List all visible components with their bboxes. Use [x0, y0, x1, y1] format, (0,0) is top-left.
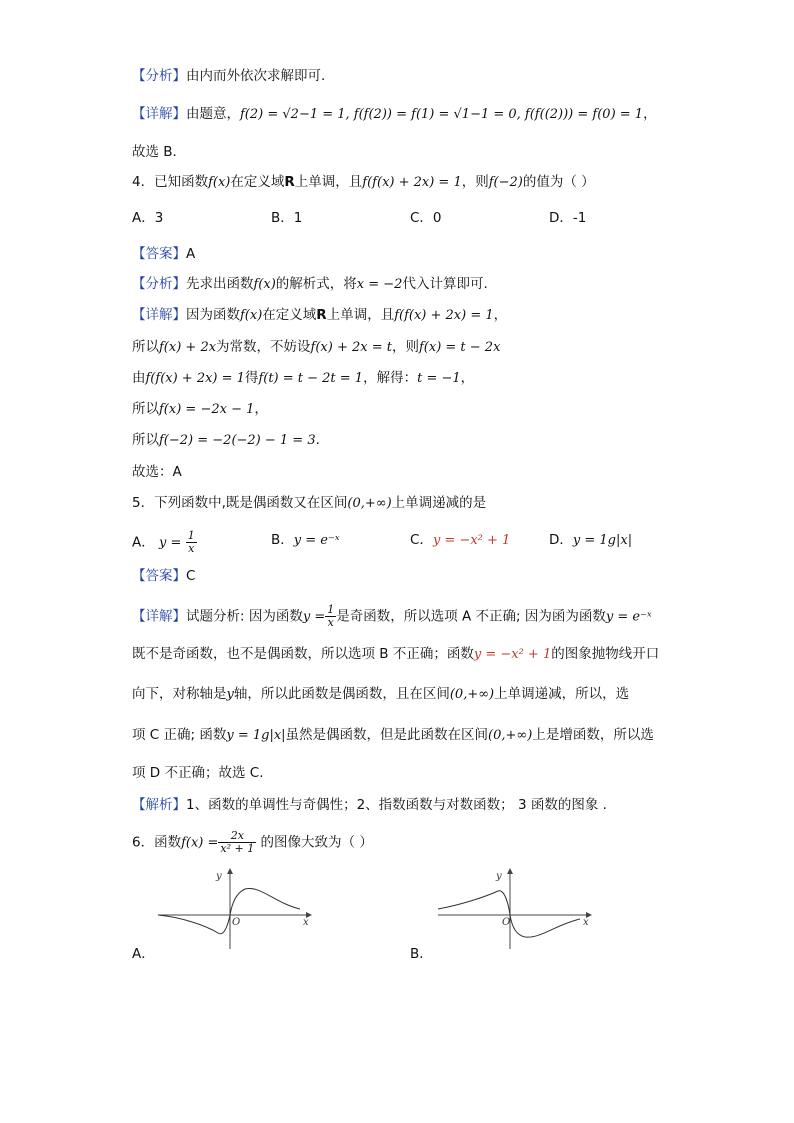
q5-opt-b-math: y = e⁻ˣ [293, 533, 340, 548]
q5-option-b [271, 530, 339, 551]
q4-stem-R: R [284, 174, 295, 190]
q4-stem-eq: f(f(x) + 2x) = 1 [362, 175, 462, 190]
q5-explanation-text: 1、函数的单调性与奇偶性；2、指数函数与对数函数； 3 函数的图象 . [186, 797, 607, 813]
q5-stem-interval: (0,+∞) [347, 496, 392, 511]
q4-option-a: A．3 [132, 210, 164, 226]
q6-stem-b: 的图像大致为（ ） [260, 834, 373, 851]
q5-p4-interval: (0,+∞) [488, 728, 533, 743]
analysis-text: 由内而外依次求解即可. [186, 68, 326, 84]
q4-d3-a: 由 [132, 370, 146, 386]
q5-option-a [132, 530, 197, 555]
q5-opt-b-label: B． [271, 532, 294, 548]
q5-p3-interval: (0,+∞) [449, 687, 495, 702]
graph-a-origin: O [232, 917, 241, 928]
q4-d1-eq: f(f(x) + 2x) = 1 [394, 308, 494, 323]
question-4-stem [132, 172, 595, 193]
q6-stem-num: 2x [218, 830, 256, 843]
graph-b-y-label: y [496, 871, 502, 882]
q5-p3-b: 轴，所以此函数是偶函数，且在区间 [233, 686, 450, 702]
q4-answer-value: A [186, 246, 196, 262]
graph-option-b [430, 865, 595, 953]
q5-p2-m: y = −x² + 1 [473, 647, 552, 662]
q5-detail-line-4 [132, 725, 654, 746]
q5-option-d [549, 530, 632, 551]
q4-d1-b: 在定义域 [262, 307, 317, 323]
q6-stem-f: f(x) = [181, 835, 219, 851]
q5-detail-tag: 【详解】 [132, 608, 186, 625]
question-6-stem [132, 830, 373, 855]
q5-answer-value: C [186, 568, 196, 584]
graph-a-y-arrow [227, 868, 233, 874]
graph-option-a [150, 865, 315, 953]
graph-a-x-label: x [303, 917, 309, 928]
q5-p1-y: y = [302, 609, 326, 625]
q4-analysis-c: 代入计算即可. [402, 276, 488, 292]
graph-b-origin: O [502, 917, 511, 928]
q4-analysis-b: 的解析式，将 [275, 276, 357, 292]
q5-p1-num: 1 [327, 603, 335, 616]
q5-answer-line [132, 566, 195, 586]
detail-math: f(2) = √2−1 = 1, f(f(2)) = f(1) = √1−1 = 0, f(f((2))) = f(0) = 1 [240, 107, 644, 122]
q4-option-c: C．0 [410, 210, 442, 226]
graph-b-curve [438, 891, 580, 937]
q5-explanation-line [132, 795, 607, 815]
q4-option-d: D．-1 [549, 210, 587, 226]
q4-detail-line-1 [132, 305, 507, 326]
q4-d3-b: 得 [244, 370, 259, 386]
q5-p1-m: y = e⁻ˣ [605, 609, 652, 625]
q4-stem-e: 的值为（ ） [522, 174, 595, 190]
q5-opt-c-math: y = −x² + 1 [432, 533, 511, 548]
graph-a-curve [158, 888, 300, 933]
graph-b-y-arrow [507, 868, 513, 874]
q4-stem-d: ，则 [461, 174, 489, 190]
q4-d2-m3: f(x) = t − 2x [418, 340, 501, 355]
q4-d2-m1: f(x) + 2x [159, 340, 217, 355]
conclusion-line-1 [132, 142, 186, 162]
q4-d3-m3: t = −1 [417, 371, 461, 386]
detail-tail: ， [643, 106, 657, 122]
q4-detail-line-4 [132, 399, 268, 420]
q5-p2-b: 的图象抛物线开口 [551, 646, 660, 662]
q4-d2-b: 为常数，不妨设 [216, 339, 311, 355]
q4-analysis-tag: 【分析】 [132, 276, 186, 292]
q4-conclusion [132, 462, 182, 482]
q4-d1-f: f(x) [240, 308, 263, 323]
q5-opt-a-den: x [188, 542, 195, 555]
q5-p4-m: y = 1g|x| [226, 728, 286, 743]
q5-p4-b: 虽然是偶函数，但是此函数在区间 [285, 727, 489, 743]
q5-p3-m: y [226, 687, 234, 702]
q5-answer-tag: 【答案】 [132, 568, 186, 584]
q5-opt-a-num: 1 [187, 529, 195, 542]
q5-opt-a-label: A． [132, 534, 155, 551]
q5-p1-fraction [325, 604, 336, 629]
q5-p3-c: 上单调递减，所以，选 [494, 686, 630, 702]
analysis-tag: 【分析】 [132, 68, 186, 84]
q5-p4-c: 上是增函数，所以选 [532, 727, 654, 743]
q5-detail-line-3 [132, 684, 629, 705]
q4-d4-b: ， [254, 401, 268, 417]
graph-a-label: A． [132, 946, 155, 962]
q4-detail-line-2 [132, 337, 500, 358]
conclusion-text: 故选 B． [132, 144, 187, 160]
q5-opt-c-label: C． [410, 532, 433, 548]
q6-stem-fraction [218, 830, 256, 855]
q4-d5-b: . [315, 432, 320, 448]
q5-detail-line-5 [132, 763, 264, 783]
q5-p5: 项 D 不正确；故选 C. [132, 765, 264, 781]
q4-detail-tag: 【详解】 [132, 307, 186, 323]
q5-p1-a: 试题分析: 因为函数 [186, 608, 303, 625]
q4-stem-c: 上单调，且 [294, 174, 363, 190]
q5-opt-d-math: y = 1g|x| [572, 533, 633, 548]
q5-explanation-tag: 【解析】 [132, 797, 186, 813]
q4-analysis-a: 先求出函数 [186, 276, 254, 292]
q5-opt-a-fraction [186, 530, 197, 555]
detail-line-1 [132, 104, 657, 125]
q4-d4-a: 所以 [132, 401, 159, 417]
q5-opt-a-y: y = [159, 535, 182, 551]
q4-d3-m2: f(t) = t − 2t = 1 [258, 371, 364, 386]
q6-stem-den: x² + 1 [220, 842, 255, 855]
q4-d2-m2: f(x) + 2x = t [310, 340, 392, 355]
analysis-line-1 [132, 66, 325, 86]
q4-stem-val: f(−2) [488, 175, 523, 190]
q4-d5-m: f(−2) = −2(−2) − 1 = 3 [159, 433, 316, 448]
q4-d1-R: R [316, 307, 327, 323]
q5-p2-a: 既不是奇函数，也不是偶函数，所以选项 B 不正确；函数 [132, 646, 474, 662]
detail-lead: 由题意， [186, 106, 240, 122]
q4-stem-b: 在定义域 [230, 174, 285, 190]
q6-stem-a: 6．函数 [132, 834, 182, 851]
q4-stem-f: f(x) [208, 175, 231, 190]
q4-d5-a: 所以 [132, 432, 159, 448]
q4-d2-a: 所以 [132, 339, 159, 355]
q4-d4-m: f(x) = −2x − 1 [159, 402, 255, 417]
q4-d1-a: 因为函数 [186, 307, 240, 323]
q4-d3-d: ， [460, 370, 475, 386]
question-5-stem [132, 493, 486, 514]
q5-detail-line-1 [132, 604, 652, 629]
q4-d3-m1: f(f(x) + 2x) = 1 [145, 371, 245, 386]
graph-a-y-label: y [216, 871, 222, 882]
q4-d1-d: ， [493, 307, 508, 323]
q5-p1-b: 是奇函数，所以选项 A 不正确; 因为函为函数 [336, 608, 606, 625]
q4-option-b: B．1 [271, 210, 303, 226]
q5-stem-b: 上单调递减的是 [391, 495, 487, 511]
graph-b-x-label: x [583, 917, 589, 928]
q4-analysis-x: x = −2 [356, 277, 403, 292]
q4-d2-c: ，则 [391, 339, 419, 355]
graph-b-label: B． [410, 946, 433, 962]
q4-answer-line [132, 244, 195, 264]
q5-p3-a: 向下，对称轴是 [132, 686, 227, 702]
q5-detail-line-2 [132, 644, 659, 665]
q4-d3-c: ，解得： [363, 370, 418, 386]
q5-option-c [410, 530, 510, 551]
q4-stem-a: 4．已知函数 [132, 174, 209, 190]
detail-tag: 【详解】 [132, 106, 186, 122]
q4-detail-line-5 [132, 430, 320, 451]
q5-p1-den: x [327, 616, 334, 629]
q5-p4-a: 项 C 正确; 函数 [132, 727, 227, 743]
q4-d1-c: 上单调，且 [326, 307, 395, 323]
q4-answer-tag: 【答案】 [132, 246, 186, 262]
q4-detail-line-3 [132, 368, 474, 389]
q4-analysis-line [132, 274, 488, 295]
q5-opt-d-label: D． [549, 532, 573, 548]
q5-stem-a: 5．下列函数中,既是偶函数又在区间 [132, 495, 348, 511]
q4-analysis-f: f(x) [253, 277, 276, 292]
q4-conclusion-text: 故选：A [132, 464, 182, 480]
